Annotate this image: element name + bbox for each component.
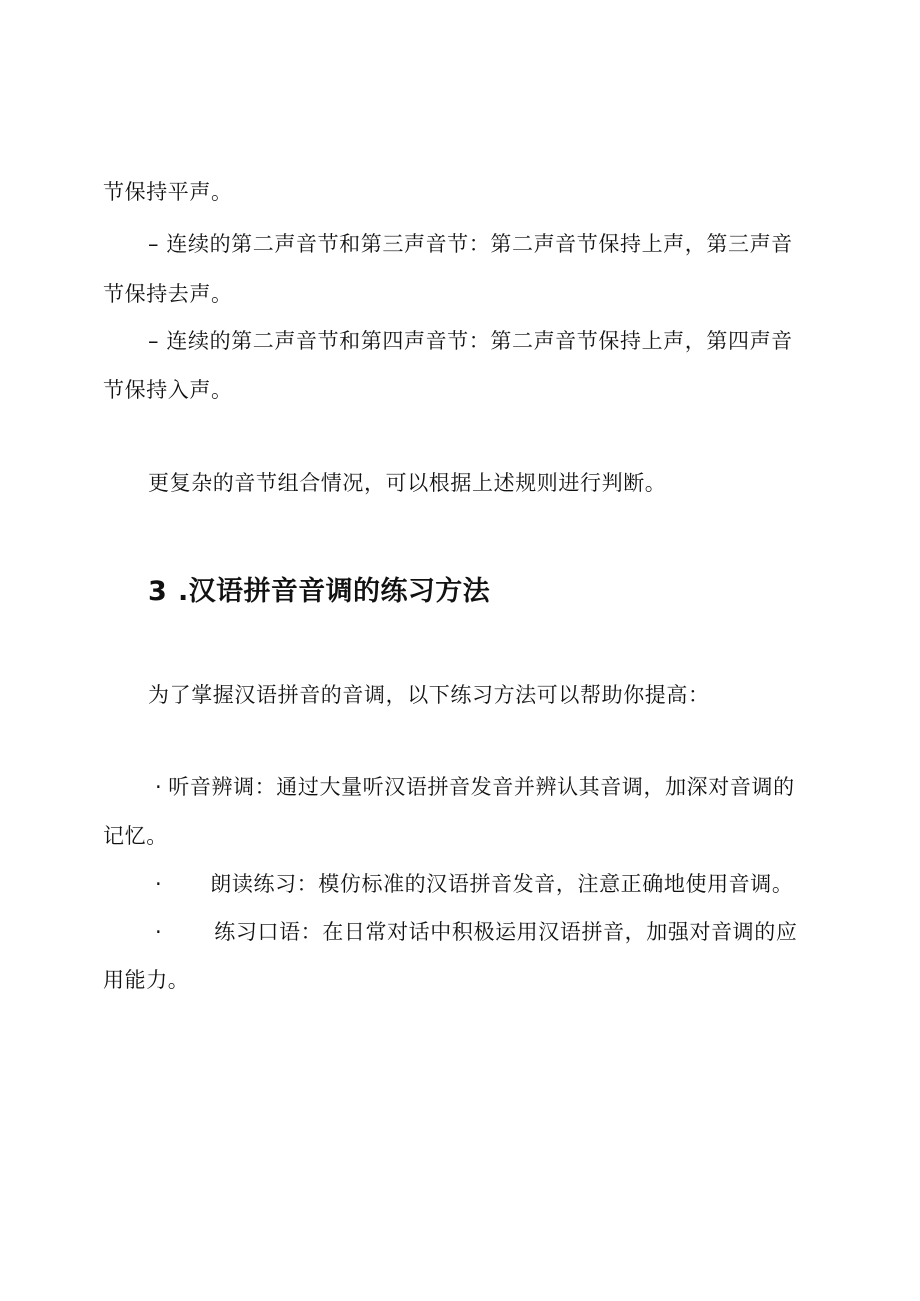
rule-item-2-line-2: 节保持去声。 (103, 282, 233, 306)
section-heading-number: 3 (148, 576, 168, 607)
bullet-item-1-line-1 (155, 773, 795, 801)
bullet-item-3-line-1 (155, 918, 797, 946)
bullet-item-3-text: 练习口语：在日常对话中积极运用汉语拼音，加强对音调的应 (214, 920, 798, 944)
bullet-item-2-text: 朗读练习：模仿标准的汉语拼音发音，注意正确地使用音调。 (210, 872, 794, 896)
closing-note-paragraph: 更复杂的音节组合情况，可以根据上述规则进行判断。 (148, 471, 667, 495)
section-heading (148, 575, 490, 609)
bullet-mark: · (155, 872, 163, 896)
bullet-item-2 (155, 870, 793, 898)
bullet-mark: · (155, 920, 163, 944)
bullet-item-1-line-2: 记忆。 (103, 824, 168, 848)
intro-paragraph: 为了掌握汉语拼音的音调，以下练习方法可以帮助你提高： (148, 683, 710, 707)
rule-continuation-text: 节保持平声。 (103, 180, 233, 204)
bullet-item-1-text: 听音辨调：通过大量听汉语拼音发音并辨认其音调，加深对音调的 (168, 775, 795, 799)
section-heading-title: .汉语拼音音调的练习方法 (178, 576, 491, 607)
rule-item-3-line-1: – 连续的第二声音节和第四声音节：第二声音节保持上声，第四声音 (148, 329, 793, 353)
rule-item-2-line-1: – 连续的第二声音节和第三声音节：第二声音节保持上声，第三声音 (148, 232, 793, 256)
bullet-item-3-line-2: 用能力。 (103, 968, 190, 992)
bullet-mark: · (155, 775, 163, 799)
rule-item-3-line-2: 节保持入声。 (103, 378, 233, 402)
